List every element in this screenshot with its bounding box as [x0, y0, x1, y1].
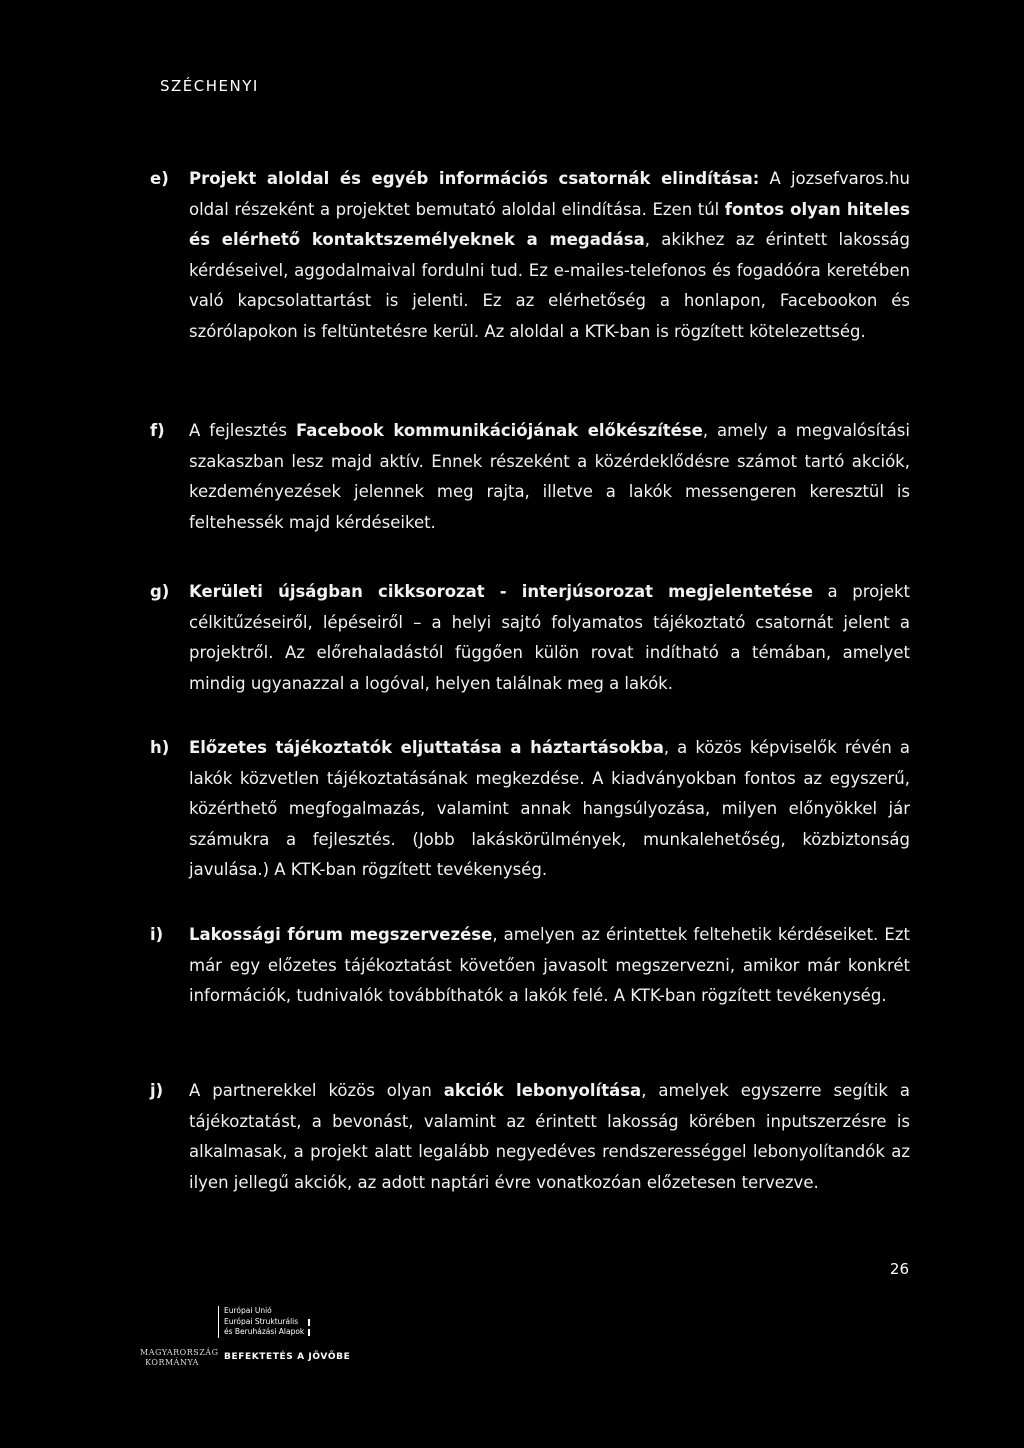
item-body [189, 920, 910, 1012]
item-label: f) [150, 421, 165, 440]
item-label: h) [150, 738, 170, 757]
item-body [189, 164, 910, 347]
bold-text: fontos olyan hiteles és elérhető kontaktszemélyeknek a megadása [189, 199, 910, 249]
item-label: e) [150, 169, 169, 188]
header-title: SZÉCHENYI [160, 77, 259, 95]
item-body [189, 577, 910, 699]
eu-line-2: Európai Strukturális [224, 1316, 299, 1326]
list-item [150, 164, 910, 347]
item-label: i) [150, 925, 164, 944]
list-item [150, 1076, 910, 1198]
eu-line-3: és Beruházási Alapok [224, 1327, 305, 1336]
list-item [150, 416, 910, 538]
item-body [189, 416, 910, 538]
body-text: A partnerekkel közös olyan [189, 1081, 444, 1100]
body-text: , amelyek egyszerre segítik a tájékoztatást, a bevonást, valamint az érintett lakosság körében inputszerzésre is alkalmasak, a projekt alatt legalább negyedéves rendszerességgel lebonyolítandók az ilyen jellegű akciók, az adott naptári évre vonatkozóan előzetesen tervezve. [189, 1081, 910, 1192]
body-text: , akikhez az érintett lakosság kérdéseivel, aggodalmaival fordulni tud. Ez e-mailes-telefonos és fogadóóra keretében való kapcsolattartást is jelenti. Ez az elérhetőség a honlapon, Facebookon és szórólapokon is feltüntetésre kerül. Az aloldal a KTK-ban is rögzített kötelezettség. [189, 230, 910, 341]
bold-text: akciók lebonyolítása [443, 1081, 642, 1100]
item-body [189, 733, 910, 886]
bold-text: Lakossági fórum megszervezése [189, 925, 493, 944]
list-item [150, 733, 910, 886]
eu-funds-logo [218, 1306, 310, 1338]
eu-bar-icon [308, 1329, 310, 1336]
bold-text: Facebook kommunikációjának előkészítése [296, 421, 703, 440]
eu-line-1: Európai Unió [224, 1306, 272, 1315]
item-label: g) [150, 582, 170, 601]
body-text: A fejlesztés [189, 421, 296, 440]
list-item [150, 577, 910, 699]
footer-slogan: BEFEKTETÉS A JÖVŐBE [224, 1352, 351, 1362]
body-text: , amelyen az érintettek feltehetik kérdéseiket. Ezt már egy előzetes tájékoztatást követően javasolt megszervezni, amikor már konkrét információk, tudnivalók továbbíthatók a lakók felé. A KTK-ban rögzített tevékenység. [189, 925, 910, 1005]
list-item [150, 920, 910, 1012]
page-number: 26 [889, 1260, 909, 1278]
bold-text: Előzetes tájékoztatók eljuttatása a háztartásokba [189, 738, 664, 757]
eu-bar-icon [308, 1319, 310, 1326]
item-body [189, 1076, 910, 1198]
item-label: j) [150, 1081, 164, 1100]
gov-line-1: MAGYARORSZÁG [140, 1348, 219, 1357]
government-logo [140, 1348, 219, 1368]
body-text: a projekt célkitűzéseiről, lépéseiről – a helyi sajtó folyamatos tájékoztató csatornát jelent a projektről. Az előrehaladástól függően külön rovat indítható a témában, amelyet mindig ugyanazzal a logóval, helyen találnak meg a lakók. [189, 582, 910, 693]
bold-text: Projekt aloldal és egyéb információs csatornák elindítása: [189, 169, 760, 188]
body-text: , amely a megvalósítási szakaszban lesz majd aktív. Ennek részeként a közérdeklődésre számot tartó akciók, kezdeményezések jelennek meg rajta, illetve a lakók messengeren keresztül is feltehessék majd kérdéseiket. [189, 421, 910, 532]
gov-line-2: KORMÁNYA [145, 1358, 199, 1367]
bold-text: Kerületi újságban cikksorozat - interjúsorozat megjelentetése [189, 582, 813, 601]
body-text: A jozsefvaros.hu oldal részeként a projektet bemutató aloldal elindítása. Ezen túl [189, 169, 910, 219]
body-text: , a közös képviselők révén a lakók közvetlen tájékoztatásának megkezdése. A kiadványokban fontos az egyszerű, közérthető megfogalmazás, valamint annak hangsúlyozása, milyen előnyökkel jár számukra a fejlesztés. (Jobb lakáskörülmények, munkalehetőség, közbiztonság javulása.) A KTK-ban rögzített tevékenység. [189, 738, 910, 879]
